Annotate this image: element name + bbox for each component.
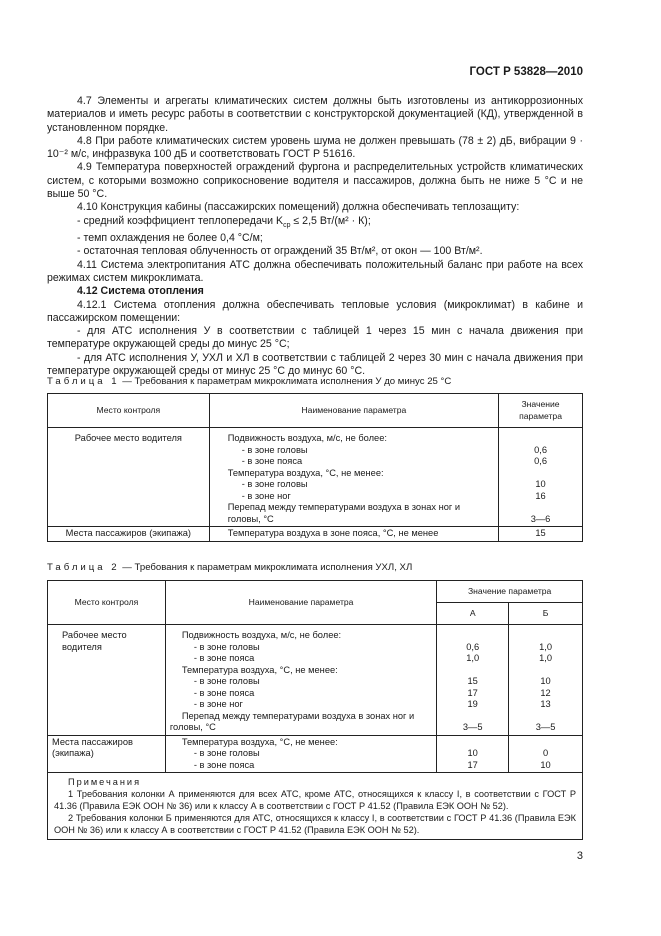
value-cell: 0,6 — [466, 641, 480, 652]
document-header: ГОСТ Р 53828—2010 — [469, 66, 583, 78]
table2-header-value: Значение параметра — [437, 581, 583, 603]
table1-row1-values — [499, 428, 583, 527]
table2-header-col-a: А — [437, 603, 509, 625]
param-line: - в зоне головы — [193, 676, 260, 686]
param-line: Температура воздуха, °С, не менее: — [227, 467, 384, 478]
table2-notes-row — [48, 773, 583, 840]
value-cell: 3—6 — [530, 513, 551, 524]
table1-header-place: Место контроля — [48, 394, 210, 428]
table2-caption: Таблица 2 — Требования к параметрам микроклимата исполнения УХЛ, ХЛ — [47, 562, 413, 573]
table2-row1-place: Рабочее место водителя — [48, 625, 166, 736]
bullet-version-uhl: - для АТС исполнения У, УХЛ и ХЛ в соответствии с таблицей 2 через 30 мин с начала движения при температуре окружающей среды от минус 25 °С до минус 60 °С. — [47, 351, 583, 378]
param-line: - в зоне пояса — [193, 653, 255, 663]
table2-row2-place: Места пассажиров (экипажа) — [48, 735, 166, 773]
bullet-heat-transfer: - средний коэффициент теплопередачи $K_{ср} \le 2,5$ Вт/(м² · К); — [77, 214, 371, 229]
param-line: - в зоне головы — [193, 641, 260, 652]
paragraph-4-11: 4.11 Система электропитания АТС должна обеспечивать положительный баланс при работе на всех режимах систем микроклимата. — [47, 258, 583, 284]
bullet-version-u: - для АТС исполнения У в соответствии с таблицей 1 через 15 мин с начала движения при температуре окружающей среды до минус 25 °С; — [47, 325, 583, 351]
paragraph-4-10: 4.10 Конструкция кабины (пассажирских помещений) должна обеспечивать теплозащиту: — [77, 201, 520, 214]
value-cell: 12 — [540, 687, 551, 698]
value-cell: 13 — [540, 699, 551, 709]
table1 — [47, 393, 583, 542]
param-line: Перепад между температурами воздуха в зонах ног и головы, °С — [169, 710, 415, 732]
param-line: Подвижность воздуха, м/с, не более: — [181, 630, 342, 640]
table2-row2-params — [165, 735, 436, 773]
param-line: Перепад между температурами воздуха в зонах ног и головы, °С — [227, 502, 461, 524]
value-cell: 10 — [540, 676, 551, 686]
table2 — [47, 580, 583, 840]
section-heading-4-12: 4.12 Система отопления — [77, 285, 204, 298]
value-cell: 16 — [535, 490, 546, 501]
table2-header-place: Место контроля — [48, 581, 166, 625]
table2-row2-col-a — [437, 735, 509, 773]
table1-header-param: Наименование параметра — [209, 394, 498, 428]
paragraph-4-12-1: 4.12.1 Система отопления должна обеспечивать тепловые условия (микроклимат) в кабине и пассажирском помещении: — [47, 298, 583, 324]
page-number: 3 — [576, 850, 583, 862]
table-row — [48, 428, 583, 527]
body-text — [47, 95, 583, 378]
table1-row1-place: Рабочее место водителя — [48, 428, 210, 527]
table-row — [48, 735, 583, 773]
param-line: - в зоне ног — [193, 699, 243, 709]
param-line: - в зоне головы — [193, 748, 260, 758]
bullet-cooling-rate: - темп охлаждения не более 0,4 °С/м; — [77, 232, 263, 245]
value-cell: 0 — [542, 748, 549, 758]
table2-row1-col-b — [509, 625, 583, 736]
param-line: - в зоне ног — [241, 490, 291, 501]
param-line: Подвижность воздуха, м/с, не более: — [227, 433, 387, 443]
table2-header-col-b: Б — [509, 603, 583, 625]
value-cell: 17 — [467, 759, 478, 770]
table-row — [48, 625, 583, 736]
value-cell: 1,0 — [539, 653, 553, 663]
value-cell: 19 — [467, 699, 478, 709]
value-cell: 17 — [467, 687, 478, 698]
table1-row1-params — [209, 428, 498, 527]
paragraph-4-9: 4.9 Температура поверхностей ограждений фургона и распределительных устройств климатических систем, с которыми возможно соприкосновение водителя и пассажиров, должна быть не ниже 5 °С и не выше 50 °С. — [47, 161, 583, 201]
bullet-irradiance: - остаточная тепловая облученность от ограждений 35 Вт/м², от окон — 100 Вт/м². — [77, 245, 483, 258]
value-cell: 0,6 — [534, 456, 547, 466]
value-cell: 1,0 — [539, 641, 553, 652]
table2-row1-col-a — [437, 625, 509, 736]
value-cell: 10 — [467, 748, 478, 758]
param-line: - в зоне пояса — [241, 456, 303, 466]
table-row — [48, 527, 583, 542]
paragraph-4-7: 4.7 Элементы и агрегаты климатических систем должны быть изготовлены из антикоррозионных материалов и иметь ресурс работы в соответствии с конструкторской документацией (КД), утвержденной в установленном порядке. — [47, 95, 583, 134]
param-line: - в зоне пояса — [193, 759, 255, 770]
table2-row2-col-b — [509, 735, 583, 773]
table1-header-value: Значение параметра — [499, 394, 583, 428]
value-cell: 0,6 — [534, 444, 547, 455]
value-cell: 10 — [535, 479, 546, 489]
note-2: 2 Требования колонки Б применяются для АТС, относящихся к классу I, в соответствии с ГОСТ Р 41.36 (Правила ЕЭК ООН № 36) или к классу А в соответствии с ГОСТ Р 41.52 (Правила ЕЭК ООН № 52). — [54, 813, 576, 835]
param-line: Температура воздуха, °С, не менее: — [181, 664, 338, 675]
value-cell: 10 — [540, 759, 551, 770]
table2-header-param: Наименование параметра — [165, 581, 436, 625]
table1-caption: Таблица 1 — Требования к параметрам микроклимата исполнения У до минус 25 °С — [47, 376, 452, 387]
notes-title: Примечания — [68, 777, 142, 787]
value-cell: 15 — [467, 676, 478, 686]
value-cell: 3—5 — [462, 722, 483, 732]
paragraph-4-8: 4.8 При работе климатических систем уровень шума не должен превышать (78 ± 2) дБ, вибрации 9 · 10⁻² м/с, инфразвука 100 дБ и соответствовать ГОСТ Р 51616. — [47, 134, 583, 161]
table1-row2-value: 15 — [499, 527, 583, 542]
param-line: - в зоне головы — [241, 479, 308, 489]
table1-row2-param: Температура воздуха в зоне пояса, °С, не менее — [209, 527, 498, 542]
param-line: - в зоне пояса — [193, 687, 255, 698]
table2-notes — [48, 773, 583, 840]
param-line: Температура воздуха, °С, не менее: — [181, 736, 338, 747]
table2-row1-params — [165, 625, 436, 736]
param-line: - в зоне головы — [241, 444, 308, 455]
note-1: 1 Требования колонки А применяются для всех АТС, кроме АТС, относящихся к классу I, в соответствии с ГОСТ Р 41.36 (Правила ЕЭК ООН № 36) или к классу А в соответствии с ГОСТ Р 41.52 (Правила ЕЭК ООН № 52). — [54, 789, 576, 811]
table1-row2-place: Места пассажиров (экипажа) — [48, 527, 210, 542]
value-cell: 1,0 — [466, 653, 480, 663]
value-cell: 3—5 — [535, 722, 556, 732]
